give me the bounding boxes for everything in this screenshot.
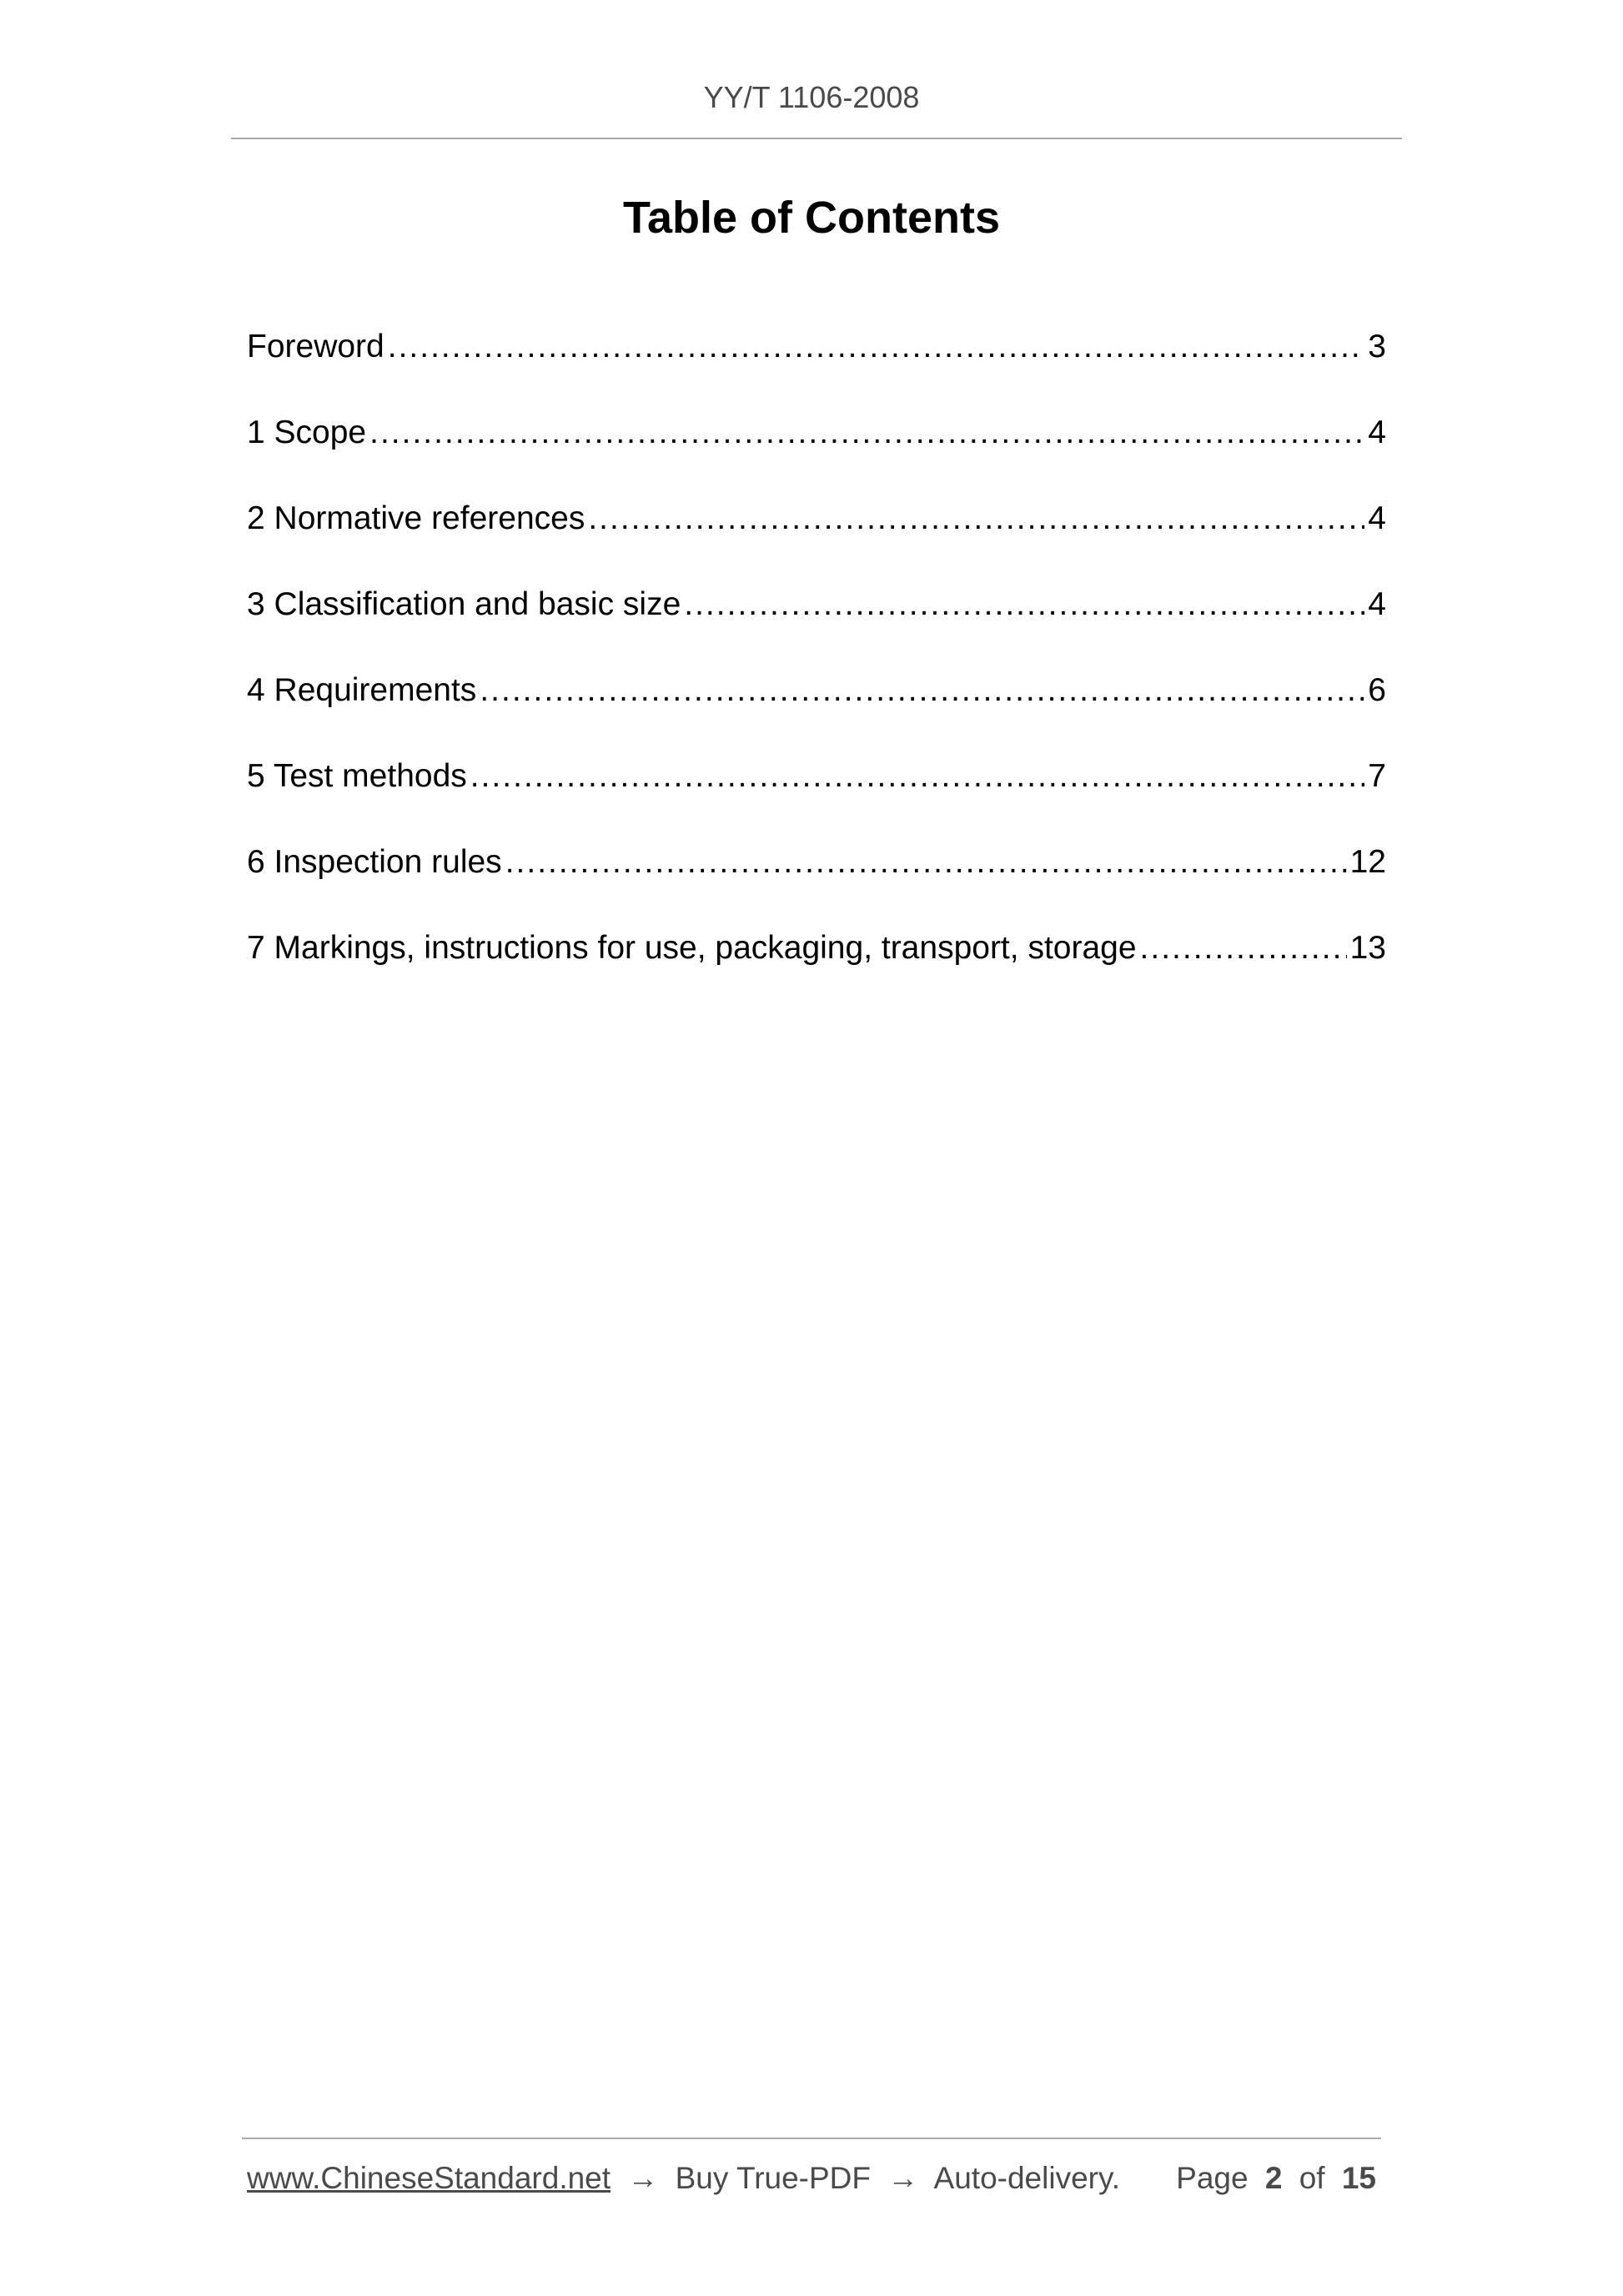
buy-true-pdf-text: Buy True-PDF [675, 2161, 872, 2195]
toc-entry-label: 3 Classification and basic size [247, 586, 681, 622]
toc-dot-leader [1140, 925, 1347, 972]
toc-dot-leader [470, 753, 1365, 800]
toc-entry-requirements[interactable] [247, 667, 1386, 753]
toc-entry-inspection-rules[interactable] [247, 839, 1386, 925]
toc-entry-test-methods[interactable] [247, 753, 1386, 839]
toc-dot-leader [684, 581, 1364, 628]
toc-entry-label: 2 Normative references [247, 500, 585, 536]
toc-dot-leader [480, 667, 1364, 714]
arrow-right-icon: → [887, 2161, 919, 2195]
toc-dot-leader [505, 839, 1347, 886]
toc-entry-label: 4 Requirements [247, 672, 477, 708]
footer-divider [242, 2138, 1381, 2139]
page-number [1176, 2158, 1376, 2198]
header-divider [231, 138, 1402, 139]
footer-promo [247, 2158, 1120, 2198]
arrow-right-icon: → [627, 2161, 659, 2195]
toc-entry-page: 13 [1349, 930, 1386, 966]
toc-entry-classification[interactable] [247, 581, 1386, 667]
toc-dot-leader [588, 495, 1364, 542]
toc-dot-leader [369, 409, 1364, 456]
toc-entry-foreword[interactable] [247, 324, 1386, 409]
page-footer [247, 2158, 1376, 2198]
toc-entry-page: 4 [1368, 414, 1386, 450]
toc-entry-page: 12 [1349, 844, 1386, 880]
toc-entry-label: 5 Test methods [247, 758, 467, 794]
toc-entry-page: 7 [1368, 758, 1386, 794]
website-link[interactable]: www.ChineseStandard.net [247, 2161, 611, 2195]
toc-entry-markings[interactable] [247, 925, 1386, 1011]
toc-entry-label: 6 Inspection rules [247, 844, 502, 880]
document-code-header: YY/T 1106-2008 [703, 80, 920, 114]
toc-entry-label: Foreword [247, 329, 384, 364]
of-word: of [1299, 2161, 1325, 2195]
auto-delivery-text: Auto-delivery. [933, 2161, 1121, 2195]
total-pages-number: 15 [1341, 2161, 1376, 2195]
current-page-number: 2 [1264, 2161, 1283, 2195]
toc-entry-normative-references[interactable] [247, 495, 1386, 581]
page-word: Page [1176, 2161, 1249, 2195]
toc-entry-label: 7 Markings, instructions for use, packaging, transport, storage [247, 930, 1137, 966]
toc-entry-page: 6 [1368, 672, 1386, 708]
toc-entry-page: 4 [1368, 500, 1386, 536]
toc-entry-label: 1 Scope [247, 414, 367, 450]
toc-entry-page: 4 [1368, 586, 1386, 622]
toc-entry-scope[interactable] [247, 409, 1386, 495]
toc-entry-page: 3 [1368, 329, 1386, 364]
toc-title: Table of Contents [623, 193, 1000, 243]
toc-dot-leader [388, 324, 1365, 370]
toc-list [247, 324, 1386, 1011]
